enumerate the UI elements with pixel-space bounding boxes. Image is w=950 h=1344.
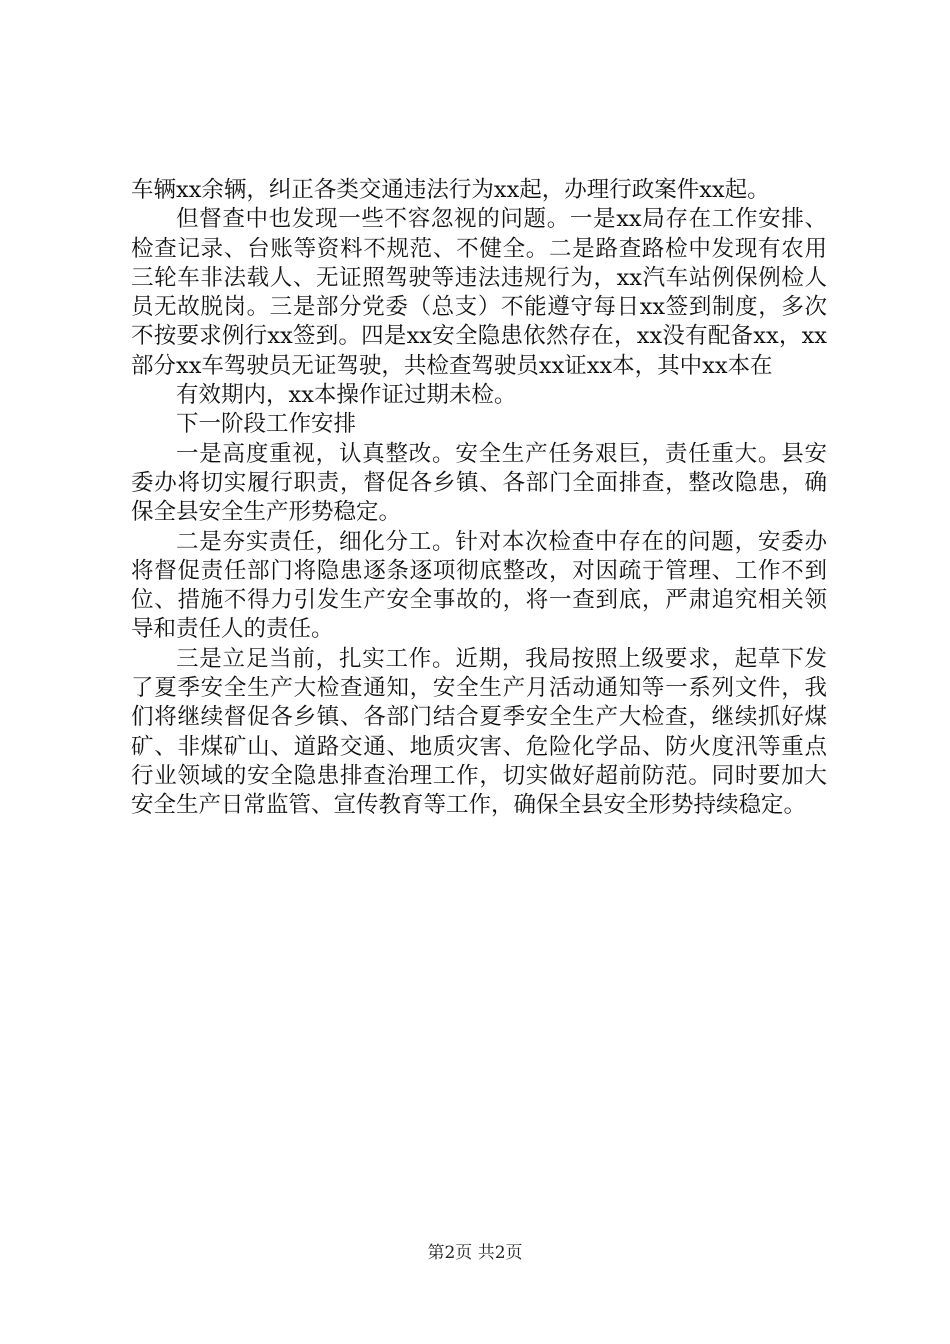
paragraph-3: 有效期内，xx本操作证过期未检。 (176, 382, 517, 409)
paragraph-2: 但督查中也发现一些不容忽视的问题。一是xx局存在工作安排、检查记录、台账等资料不规范、不健全。二是路查路检中发现有农用三轮车非法载人、无证照驾驶等违法违规行为，xx汽车站例保例检人员无故脱岗。三是部分党委（总支）不能遵守每日xx签到制度，多次不按要求例行xx签到。四是xx安全隐患依然存在，xx没有配备xx，xx部分xx车驾驶员无证驾驶，共检查驾驶员xx证xx本，其中xx本在 (131, 206, 827, 379)
paragraph-5: 二是夯实责任，细化分工。针对本次检查中存在的问题，安委办将督促责任部门将隐患逐条逐项彻底整改，对因疏于管理、工作不到位、措施不得力引发生产安全事故的，将一查到底，严肃追究相关领导和责任人的责任。 (131, 528, 827, 643)
document-body (131, 176, 827, 821)
paragraph-6: 三是立足当前，扎实工作。近期，我局按照上级要求，起草下发了夏季安全生产大检查通知，安全生产月活动通知等一系列文件，我们将继续督促各乡镇、各部门结合夏季安全生产大检查，继续抓好煤矿、非煤矿山、道路交通、地质灾害、危险化学品、防火度汛等重点行业领域的安全隐患排查治理工作，切实做好超前防范。同时要加大安全生产日常监管、宣传教育等工作，确保全县安全形势持续稳定。 (131, 645, 827, 819)
section-heading: 下一阶段工作安排 (176, 411, 357, 438)
paragraph-4: 一是高度重视，认真整改。安全生产任务艰巨，责任重大。县安委办将切实履行职责，督促各乡镇、各部门全面排查，整改隐患，确保全县安全生产形势稳定。 (131, 440, 827, 526)
page-number-footer: 第2页 共2页 (427, 1243, 523, 1263)
paragraph-1: 车辆xx余辆，纠正各类交通违法行为xx起，办理行政案件xx起。 (131, 177, 770, 203)
